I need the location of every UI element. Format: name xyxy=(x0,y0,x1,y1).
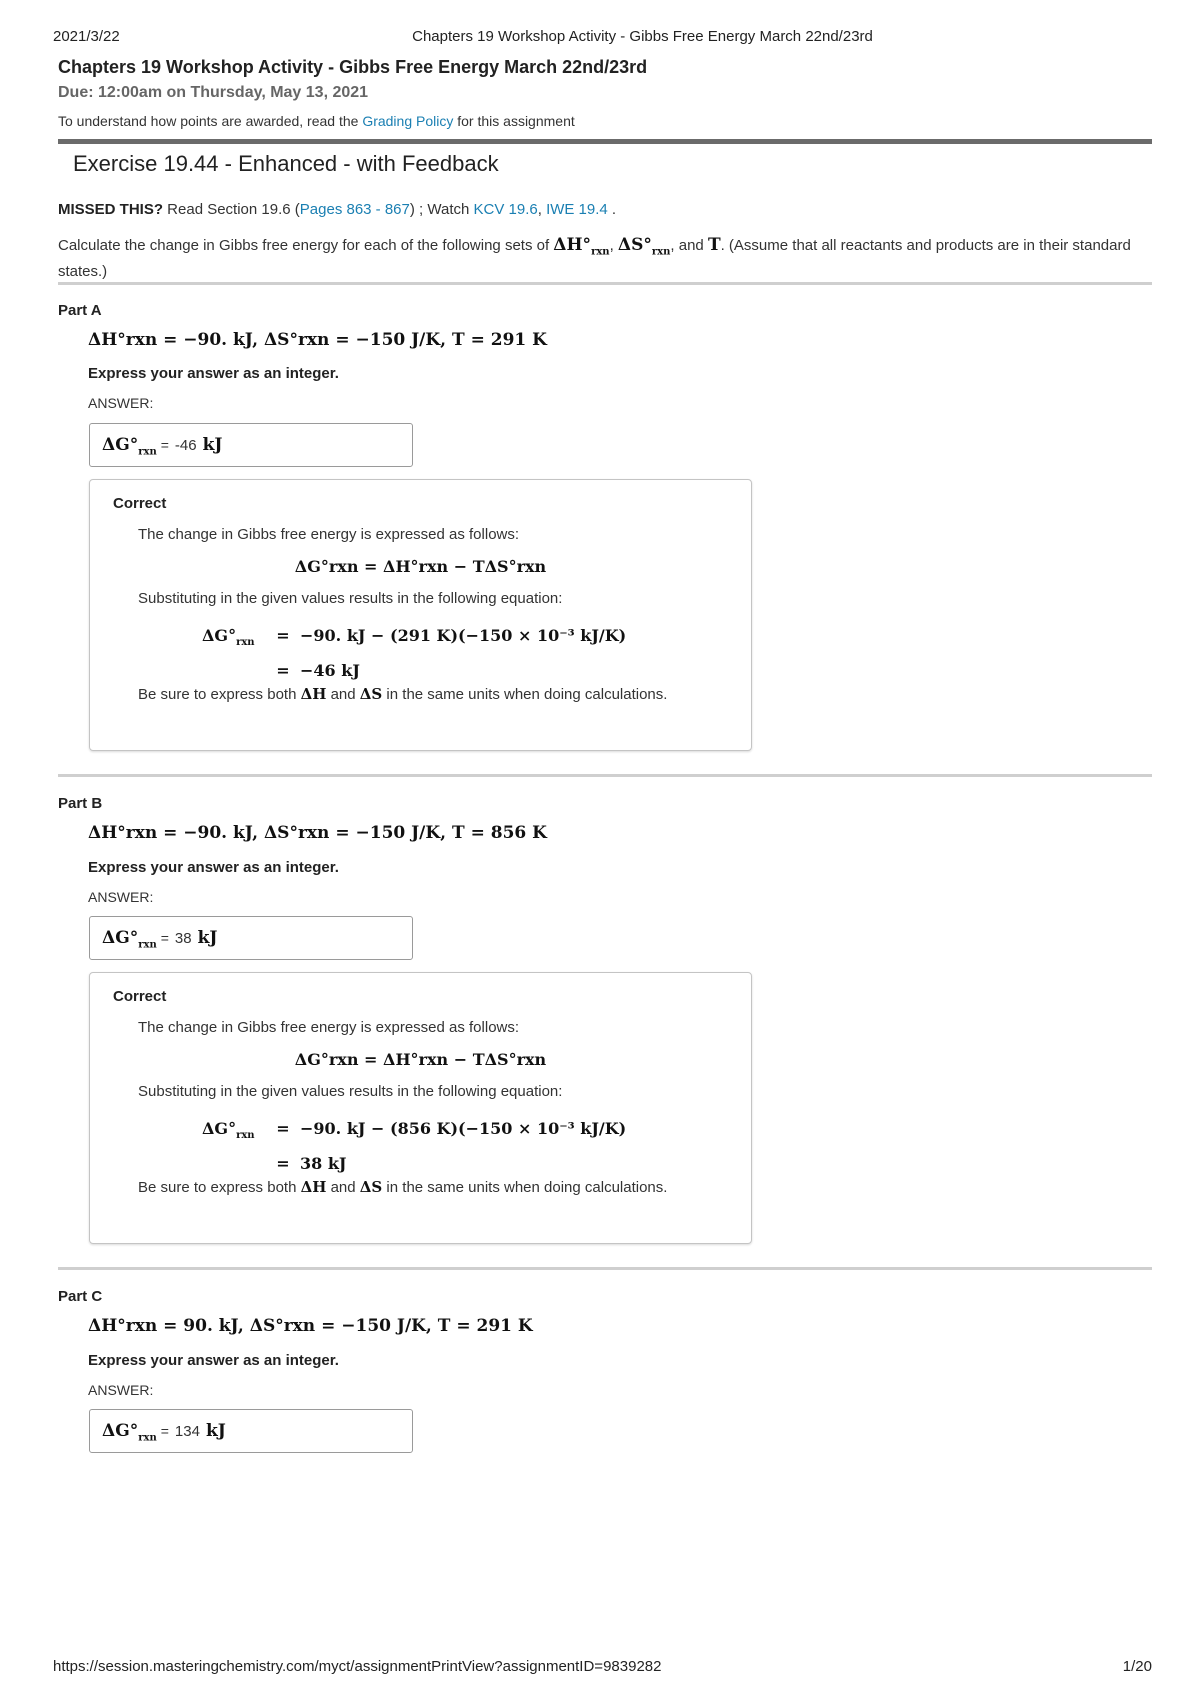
part-c-instruction: Express your answer as an integer. xyxy=(88,1352,339,1369)
part-b-feedback xyxy=(89,972,752,1244)
part-b-instruction: Express your answer as an integer. xyxy=(88,859,339,876)
comma: , xyxy=(537,201,547,218)
part-a-divider xyxy=(58,282,1152,285)
feedback-line1: The change in Gibbs free energy is expressed as follows: xyxy=(138,1019,520,1036)
period: . xyxy=(607,201,617,218)
calc-row1: −90. kJ − (856 K)(−150 × 10⁻³ kJ/K) xyxy=(300,1119,627,1138)
part-a-answer-value: -46 xyxy=(174,437,197,454)
due-date: Due: 12:00am on Thursday, May 13, 2021 xyxy=(58,84,369,101)
grading-policy-link[interactable]: Grading Policy xyxy=(362,113,454,129)
equals-sign: = xyxy=(160,930,169,946)
intro-delta-h: $\Delta H^\circ_{rxn}$ xyxy=(553,235,610,258)
part-b-label: Part B xyxy=(58,795,103,812)
part-b-divider xyxy=(58,774,1152,777)
intro-delta-s: $\Delta S^\circ_{rxn}$ xyxy=(617,235,671,258)
part-a-feedback xyxy=(89,479,752,751)
part-a-answer-label: ANSWER: xyxy=(88,395,154,411)
line3-delta-s: ΔS xyxy=(359,1178,383,1196)
line3-c: in the same units when doing calculations. xyxy=(382,686,668,703)
line3-b: and xyxy=(326,1179,360,1196)
part-b-given: ΔH°rxn = −90. kJ, ΔS°rxn = −150 J/K, T = 856 K xyxy=(88,823,547,843)
feedback-calculation: $\Delta G^\circ_{rxn} = -90$. kJ − (856 K)(−150 × 10⁻³ kJ/K) = 38 kJ xyxy=(202,1119,627,1174)
equals-sign: = xyxy=(160,437,169,453)
part-c-answer-label: ANSWER: xyxy=(88,1382,154,1398)
part-c-answer-value: 134 xyxy=(174,1423,200,1440)
feedback-status: Correct xyxy=(113,988,167,1005)
feedback-line3 xyxy=(138,685,667,703)
print-title: Chapters 19 Workshop Activity - Gibbs Free Energy March 22nd/23rd xyxy=(412,28,873,45)
part-b-answer-label: ANSWER: xyxy=(88,889,154,905)
calc-row2: −46 kJ xyxy=(300,661,360,681)
part-a-label: Part A xyxy=(58,302,102,319)
intro-text: Calculate the change in Gibbs free energy for each of the following sets of xyxy=(58,237,554,254)
line3-delta-h: ΔH xyxy=(300,1178,327,1196)
part-a-answer-box[interactable] xyxy=(89,423,413,467)
print-url: https://session.masteringchemistry.com/myct/assignmentPrintView?assignmentID=9839282 xyxy=(53,1658,662,1675)
intro-and: , and xyxy=(670,237,708,254)
missed-this-note xyxy=(58,201,616,218)
equals-sign: = xyxy=(160,1423,169,1439)
feedback-calculation: $\Delta G^\circ_{rxn} = -90$. kJ − (291 K)(−150 × 10⁻³ kJ/K) = −46 kJ xyxy=(202,626,627,681)
grading-note xyxy=(58,113,575,129)
page-number: 1/20 xyxy=(1122,1658,1152,1675)
part-b-answer-box[interactable] xyxy=(89,916,413,960)
intro-t: T xyxy=(707,235,721,255)
line3-b: and xyxy=(326,686,360,703)
part-c-divider xyxy=(58,1267,1152,1270)
feedback-line2: Substituting in the given values results in the following equation: xyxy=(138,590,563,607)
feedback-formula: ΔG°rxn = ΔH°rxn − TΔS°rxn xyxy=(294,557,547,576)
feedback-status: Correct xyxy=(113,495,167,512)
grading-prefix: To understand how points are awarded, read the xyxy=(58,113,363,129)
part-c-answer-box[interactable] xyxy=(89,1409,413,1453)
answer-unit: kJ xyxy=(202,435,223,455)
delta-g-symbol: $\Delta G^\circ_{rxn}$ xyxy=(102,928,157,951)
kcv-link[interactable]: KCV 19.6 xyxy=(473,201,538,218)
iwe-link[interactable]: IWE 19.4 xyxy=(546,201,608,218)
assignment-title: Chapters 19 Workshop Activity - Gibbs Free Energy March 22nd/23rd xyxy=(58,57,648,77)
part-a-instruction: Express your answer as an integer. xyxy=(88,365,339,382)
feedback-line1: The change in Gibbs free energy is expressed as follows: xyxy=(138,526,520,543)
line3-c: in the same units when doing calculations. xyxy=(382,1179,668,1196)
line3-a: Be sure to express both xyxy=(138,1179,301,1196)
part-c-label: Part C xyxy=(58,1288,103,1305)
part-a-given: ΔH°rxn = −90. kJ, ΔS°rxn = −150 J/K, T = 291 K xyxy=(88,330,547,350)
part-c-given: ΔH°rxn = 90. kJ, ΔS°rxn = −150 J/K, T = 291 K xyxy=(88,1316,533,1336)
feedback-formula: ΔG°rxn = ΔH°rxn − TΔS°rxn xyxy=(294,1050,547,1069)
watch-text: ) ; Watch xyxy=(409,201,474,218)
print-header xyxy=(53,28,1152,48)
line3-a: Be sure to express both xyxy=(138,686,301,703)
print-date: 2021/3/22 xyxy=(53,28,120,45)
intro-tail: . (Assume that all reactants and products are in their standard states.) xyxy=(58,237,1131,281)
delta-g-symbol: $\Delta G^\circ_{rxn}$ xyxy=(102,1421,157,1444)
answer-unit: kJ xyxy=(205,1421,226,1441)
part-b-answer-value: 38 xyxy=(174,930,192,947)
exercise-intro: Calculate the change in Gibbs free energy for each of the following sets of $\Delta H^\circ_{rxn}$, $\Delta S^\circ_{rxn}$, and T. (Assume that all reactants and products are in their standard states.) xyxy=(58,235,1131,281)
delta-g-symbol: $\Delta G^\circ_{rxn}$ xyxy=(102,435,157,458)
grading-suffix: for this assignment xyxy=(453,113,575,129)
calc-row1: −90. kJ − (291 K)(−150 × 10⁻³ kJ/K) xyxy=(300,626,627,645)
feedback-line2: Substituting in the given values results in the following equation: xyxy=(138,1083,563,1100)
line3-delta-s: ΔS xyxy=(359,685,383,703)
exercise-title: Exercise 19.44 - Enhanced - with Feedback xyxy=(73,151,499,176)
calc-row2: 38 kJ xyxy=(300,1154,347,1174)
pages-link[interactable]: Pages 863 - 867 xyxy=(299,201,410,218)
feedback-line3 xyxy=(138,1178,667,1196)
answer-unit: kJ xyxy=(197,928,218,948)
line3-delta-h: ΔH xyxy=(300,685,327,703)
header-divider xyxy=(58,139,1152,144)
missed-label: MISSED THIS? xyxy=(58,201,164,218)
missed-text: Read Section 19.6 ( xyxy=(163,201,300,218)
